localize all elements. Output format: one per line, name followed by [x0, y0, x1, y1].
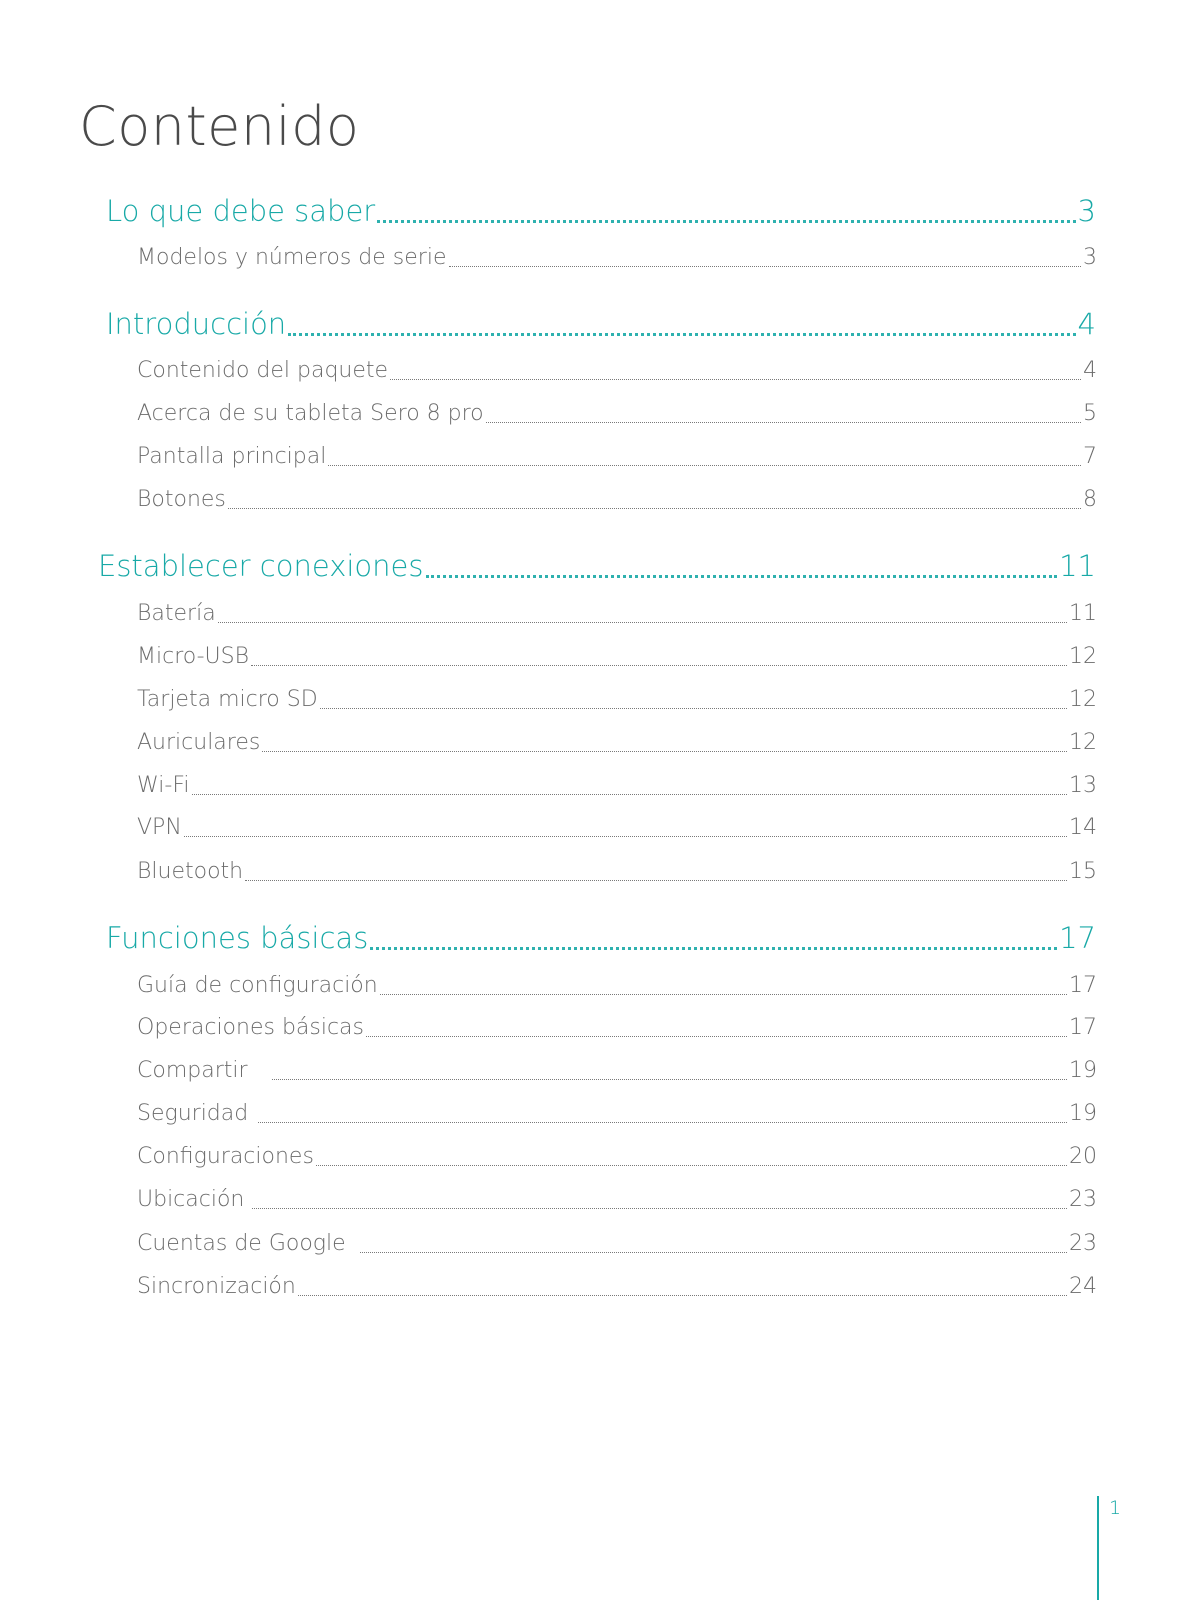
footer-rule — [1097, 1496, 1099, 1600]
dot-leader — [298, 1295, 1067, 1296]
toc-section-establecer-conexiones[interactable] — [98, 546, 1096, 586]
toc-entry-page: 12 — [1069, 644, 1097, 669]
toc-entry-bluetooth[interactable] — [137, 857, 1097, 887]
toc-entry-pantalla-principal[interactable] — [137, 442, 1097, 472]
toc-entry-page: 24 — [1069, 1274, 1097, 1299]
toc-entry-label: Cuentas de Google — [137, 1231, 346, 1256]
toc-section-label: Introducción — [106, 307, 287, 341]
toc-entry-cuentas-google[interactable] — [137, 1229, 1097, 1259]
toc-entry-page: 12 — [1069, 730, 1097, 755]
toc-entry-label: Seguridad — [137, 1101, 249, 1126]
toc-entry-auriculares[interactable] — [137, 728, 1097, 758]
dot-leader — [316, 1165, 1067, 1166]
dot-leader — [390, 379, 1081, 380]
toc-entry-page: 13 — [1069, 773, 1097, 798]
toc-entry-label: Bluetooth — [137, 859, 244, 884]
dot-leader — [218, 622, 1067, 623]
toc-entry-guia-configuracion[interactable] — [137, 971, 1097, 1001]
toc-entry-tarjeta-micro-sd[interactable] — [137, 685, 1097, 715]
toc-section-funciones-basicas[interactable] — [106, 918, 1096, 958]
toc-entry-configuraciones[interactable] — [137, 1142, 1097, 1172]
toc-entry-page: 15 — [1069, 859, 1097, 884]
toc-entry-bateria[interactable] — [137, 599, 1097, 629]
dot-leader — [486, 422, 1081, 423]
toc-section-page: 11 — [1059, 549, 1096, 583]
dot-leader — [426, 575, 1058, 578]
toc-entry-label: Ubicación — [137, 1187, 245, 1212]
toc-entry-label: Pantalla principal — [137, 444, 327, 469]
toc-section-page: 17 — [1059, 921, 1096, 955]
toc-entry-botones[interactable] — [137, 485, 1097, 515]
toc-entry-label: Sincronización — [137, 1274, 296, 1299]
toc-entry-compartir[interactable] — [137, 1056, 1097, 1086]
toc-entry-page: 8 — [1083, 487, 1097, 512]
toc-entry-label: Modelos y números de serie — [137, 245, 447, 270]
toc-entry-label: Batería — [137, 601, 216, 626]
dot-leader — [245, 880, 1067, 881]
toc-section-label: Lo que debe saber — [106, 194, 376, 228]
toc-entry-page: 12 — [1069, 687, 1097, 712]
dot-leader — [328, 465, 1081, 466]
toc-entry-page: 17 — [1069, 973, 1097, 998]
toc-entry-page: 23 — [1069, 1187, 1097, 1212]
toc-entry-label: VPN — [137, 815, 182, 840]
toc-entry-micro-usb[interactable] — [137, 642, 1097, 672]
toc-section-label: Establecer conexiones — [98, 549, 424, 583]
toc-section-lo-que-debe-saber[interactable] — [106, 191, 1096, 231]
dot-leader — [228, 508, 1081, 509]
toc-entry-label: Acerca de su tableta Sero 8 pro — [137, 401, 484, 426]
toc-entry-page: 20 — [1069, 1144, 1097, 1169]
toc-entry-page: 5 — [1083, 401, 1097, 426]
dot-leader — [252, 1208, 1067, 1209]
toc-entry-page: 14 — [1069, 815, 1097, 840]
toc-section-introduccion[interactable] — [106, 304, 1096, 344]
toc-entry-page: 23 — [1069, 1231, 1097, 1256]
toc-entry-label: Guía de configuración — [137, 973, 378, 998]
toc-entry-label: Contenido del paquete — [137, 358, 389, 383]
page-title: Contenido — [79, 95, 360, 158]
toc-entry-sincronizacion[interactable] — [137, 1272, 1097, 1302]
dot-leader — [184, 836, 1067, 837]
dot-leader — [262, 751, 1067, 752]
page-number: 1 — [1109, 1497, 1122, 1519]
toc-entry-page: 3 — [1083, 245, 1097, 270]
dot-leader — [449, 266, 1082, 267]
toc-entry-label: Tarjeta micro SD — [137, 687, 318, 712]
toc-entry-wi-fi[interactable] — [137, 771, 1097, 801]
toc-entry-seguridad[interactable] — [137, 1099, 1097, 1129]
toc-entry-acerca-tableta[interactable] — [137, 399, 1097, 429]
dot-leader — [251, 665, 1067, 666]
dot-leader — [258, 1122, 1067, 1123]
dot-leader — [370, 947, 1057, 950]
toc-entry-label: Wi-Fi — [137, 773, 190, 798]
dot-leader — [377, 220, 1075, 223]
toc-entry-vpn[interactable] — [137, 813, 1097, 843]
toc-entry-label: Configuraciones — [137, 1144, 314, 1169]
toc-entry-page: 19 — [1069, 1101, 1097, 1126]
toc-entry-page: 11 — [1069, 601, 1097, 626]
toc-entry-label: Auriculares — [137, 730, 261, 755]
toc-entry-operaciones-basicas[interactable] — [137, 1013, 1097, 1043]
toc-section-label: Funciones básicas — [106, 921, 369, 955]
toc-entry-label: Compartir — [137, 1058, 248, 1083]
toc-entry-modelos[interactable] — [137, 243, 1097, 273]
toc-entry-label: Operaciones básicas — [137, 1015, 365, 1040]
toc-section-page: 4 — [1077, 307, 1096, 341]
dot-leader — [380, 994, 1067, 995]
dot-leader — [366, 1036, 1067, 1037]
toc-entry-page: 7 — [1083, 444, 1097, 469]
dot-leader — [192, 794, 1068, 795]
dot-leader — [288, 333, 1075, 336]
toc-entry-page: 4 — [1083, 358, 1097, 383]
dot-leader — [320, 708, 1067, 709]
toc-entry-contenido-paquete[interactable] — [137, 356, 1097, 386]
toc-entry-ubicacion[interactable] — [137, 1185, 1097, 1215]
toc-entry-label: Micro-USB — [137, 644, 250, 669]
toc-entry-page: 17 — [1069, 1015, 1097, 1040]
toc-section-page: 3 — [1077, 194, 1096, 228]
dot-leader — [272, 1079, 1067, 1080]
toc-entry-label: Botones — [137, 487, 226, 512]
dot-leader — [360, 1252, 1067, 1253]
toc-entry-page: 19 — [1069, 1058, 1097, 1083]
